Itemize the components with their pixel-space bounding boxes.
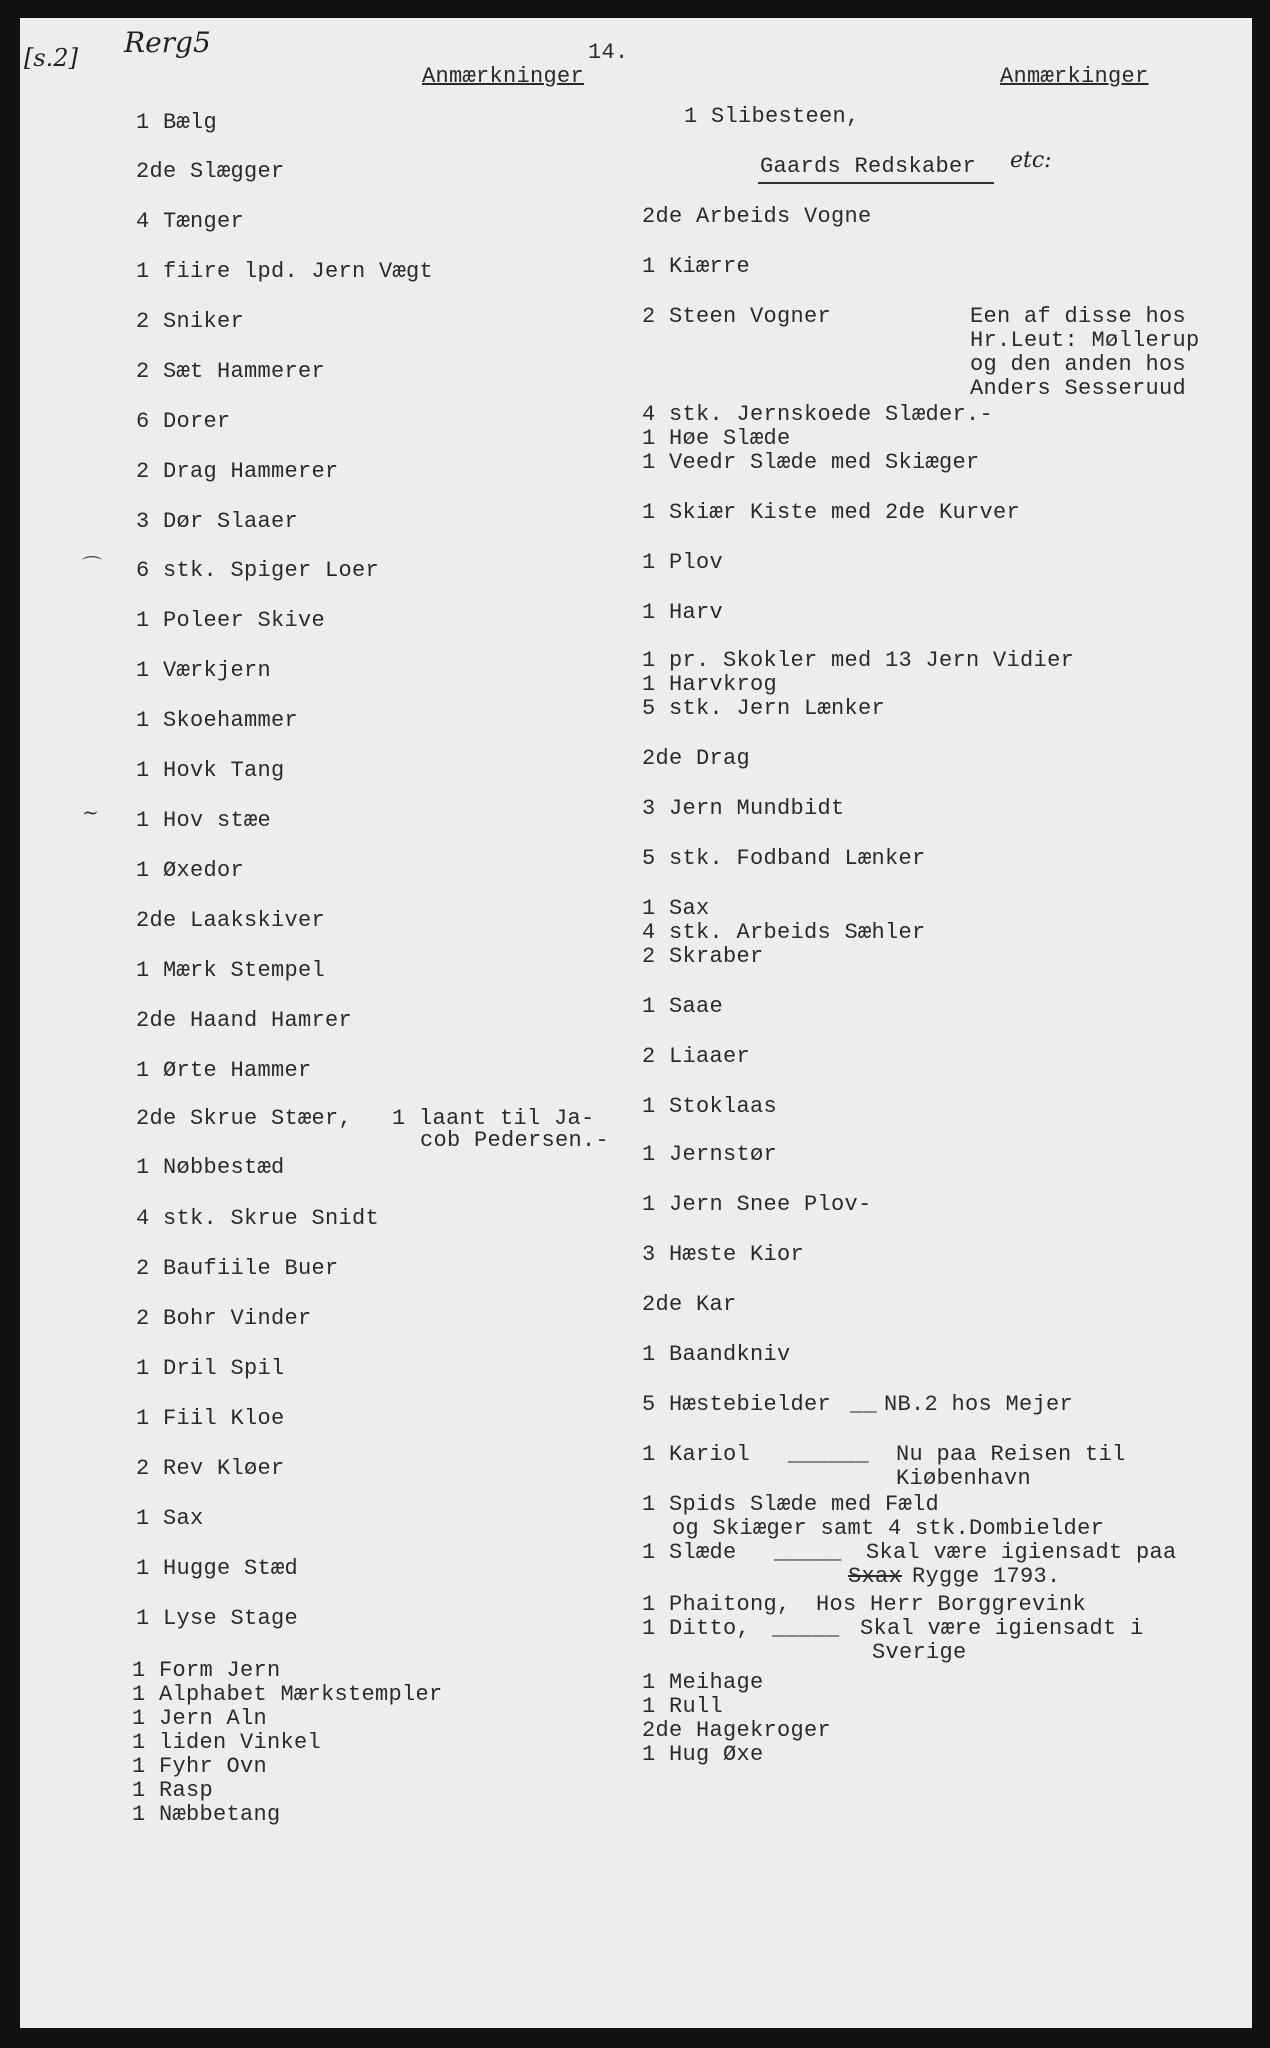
left-item: 2 Sniker <box>136 309 245 334</box>
note-line: Rygge 1793. <box>912 1564 1061 1589</box>
right-item: 2de Arbeids Vogne <box>642 204 872 229</box>
left-item: 1 Rasp <box>132 1778 214 1803</box>
margin-tick-icon: ~ <box>82 800 99 824</box>
note-line: Sverige <box>872 1640 967 1665</box>
left-item: 1 Nøbbestæd <box>136 1155 285 1180</box>
section-heading-gaards-redskaber: Gaards Redskaber <box>760 154 977 179</box>
dash-leader: ______ <box>788 1442 870 1467</box>
dash-leader: _____ <box>772 1616 840 1641</box>
heading-underline <box>758 182 994 184</box>
left-item: 1 Mærk Stempel <box>136 958 326 983</box>
right-item: 5 stk. Jern Lænker <box>642 696 886 721</box>
left-item: 1 Dril Spil <box>136 1356 285 1381</box>
left-item: 2 Baufiile Buer <box>136 1256 339 1281</box>
handwritten-archive-ref: Rerg5 <box>124 26 211 59</box>
right-item: 5 stk. Fodband Lænker <box>642 846 926 871</box>
left-note-line: cob Pedersen.- <box>420 1128 610 1153</box>
right-item: 1 Baandkniv <box>642 1342 791 1367</box>
left-item: 1 Værkjern <box>136 658 272 683</box>
page-number: 14. <box>588 40 629 65</box>
left-item: 1 Fiil Kloe <box>136 1406 285 1431</box>
left-item: 2 Sæt Hammerer <box>136 359 326 384</box>
left-item: 6 Dorer <box>136 409 231 434</box>
left-item: 2 Drag Hammerer <box>136 459 339 484</box>
right-item: 5 Hæstebielder <box>642 1392 832 1417</box>
right-item: 2 Liaaer <box>642 1044 751 1069</box>
right-item: 4 stk. Jernskoede Slæder.- <box>642 402 994 427</box>
header-left-anmaerkninger: Anmærkninger <box>422 64 585 89</box>
right-item: 1 Plov <box>642 550 724 575</box>
right-item: 2de Drag <box>642 746 751 771</box>
note-line: Een af disse hos <box>970 304 1187 329</box>
left-item: 1 Alphabet Mærkstempler <box>132 1682 443 1707</box>
struck-text: Sxax <box>848 1564 903 1589</box>
right-item: 1 Kiærre <box>642 254 751 279</box>
dash-leader: _____ <box>774 1540 842 1565</box>
note-line: NB.2 hos Mejer <box>884 1392 1074 1417</box>
left-item: 1 Sax <box>136 1506 204 1531</box>
left-item: 2 Bohr Vinder <box>136 1306 312 1331</box>
left-item: 1 Lyse Stage <box>136 1606 299 1631</box>
handwritten-etc: etc: <box>1010 148 1052 173</box>
left-item: 1 Jern Aln <box>132 1706 268 1731</box>
right-item: 1 Harv <box>642 600 724 625</box>
left-item: 6 stk. Spiger Loer <box>136 558 380 583</box>
left-item: 1 Øxedor <box>136 858 245 883</box>
right-item: 1 Meihage <box>642 1670 764 1695</box>
note-line: og den anden hos <box>970 352 1187 377</box>
note-line: Hos Herr Borggrevink <box>816 1592 1087 1617</box>
left-item: 1 Skoehammer <box>136 708 299 733</box>
handwritten-reference: [s.2] <box>24 44 78 72</box>
right-item: 1 Slibesteen, <box>684 104 860 129</box>
left-item: 3 Dør Slaaer <box>136 509 299 534</box>
right-item: 1 Phaitong, <box>642 1592 791 1617</box>
left-note-line: 1 laant til Ja- <box>392 1106 595 1131</box>
note-line: Kiøbenhavn <box>896 1466 1032 1491</box>
left-item: 4 Tænger <box>136 209 245 234</box>
right-item: 1 Spids Slæde med Fæld <box>642 1492 940 1517</box>
right-item: 1 Skiær Kiste med 2de Kurver <box>642 500 1021 525</box>
left-item: 2de Laakskiver <box>136 908 326 933</box>
right-item: 1 Høe Slæde <box>642 426 791 451</box>
note-line: Nu paa Reisen til <box>896 1442 1126 1467</box>
right-item: 1 Hug Øxe <box>642 1742 764 1767</box>
right-item: 1 pr. Skokler med 13 Jern Vidier <box>642 648 1075 673</box>
right-item: 2de Kar <box>642 1292 737 1317</box>
header-right-anmaerkinger: Anmærkinger <box>1000 64 1149 89</box>
note-line: Hr.Leut: Møllerup <box>970 328 1200 353</box>
left-item: 2de Skrue Stæer, <box>136 1106 353 1131</box>
right-item: 4 stk. Arbeids Sæhler <box>642 920 926 945</box>
document-page <box>20 18 1252 2028</box>
right-item: 1 Stoklaas <box>642 1094 778 1119</box>
left-item: 1 Bælg <box>136 110 218 135</box>
right-item: 1 Slæde <box>642 1540 737 1565</box>
note-line: Skal være igiensadt paa <box>866 1540 1177 1565</box>
left-item: 1 Form Jern <box>132 1658 281 1683</box>
left-item: 2de Haand Hamrer <box>136 1008 353 1033</box>
right-item: 1 Sax <box>642 896 710 921</box>
right-item: 2 Skraber <box>642 944 764 969</box>
left-item: 4 stk. Skrue Snidt <box>136 1206 380 1231</box>
note-line: Skal være igiensadt i <box>860 1616 1144 1641</box>
right-item: 3 Hæste Kior <box>642 1242 805 1267</box>
right-item: 1 Veedr Slæde med Skiæger <box>642 450 980 475</box>
right-item: 1 Kariol <box>642 1442 751 1467</box>
left-item: 1 liden Vinkel <box>132 1730 322 1755</box>
left-item: 1 Hovk Tang <box>136 758 285 783</box>
right-item: 2 Steen Vogner <box>642 304 832 329</box>
left-item: 2de Slægger <box>136 159 285 184</box>
right-item: og Skiæger samt 4 stk.Dombielder <box>672 1516 1105 1541</box>
left-item: 1 Fyhr Ovn <box>132 1754 268 1779</box>
left-item: 1 fiire lpd. Jern Vægt <box>136 259 434 284</box>
right-item: 1 Jernstør <box>642 1142 778 1167</box>
left-item: 1 Ørte Hammer <box>136 1058 312 1083</box>
left-item: 1 Poleer Skive <box>136 608 326 633</box>
left-item: 2 Rev Kløer <box>136 1456 285 1481</box>
right-item: 1 Harvkrog <box>642 672 778 697</box>
right-item: 1 Rull <box>642 1694 724 1719</box>
right-item: 2de Hagekroger <box>642 1718 832 1743</box>
left-item: 1 Hov stæe <box>136 808 272 833</box>
left-item: 1 Hugge Stæd <box>136 1556 299 1581</box>
note-line: Anders Sesseruud <box>970 376 1187 401</box>
dash-leader: __ <box>850 1392 878 1417</box>
margin-tick-icon: ⌒ <box>82 554 102 578</box>
left-item: 1 Næbbetang <box>132 1802 281 1827</box>
right-item: 1 Saae <box>642 994 724 1019</box>
right-item: 1 Jern Snee Plov- <box>642 1192 872 1217</box>
right-item: 3 Jern Mundbidt <box>642 796 845 821</box>
right-item: 1 Ditto, <box>642 1616 751 1641</box>
